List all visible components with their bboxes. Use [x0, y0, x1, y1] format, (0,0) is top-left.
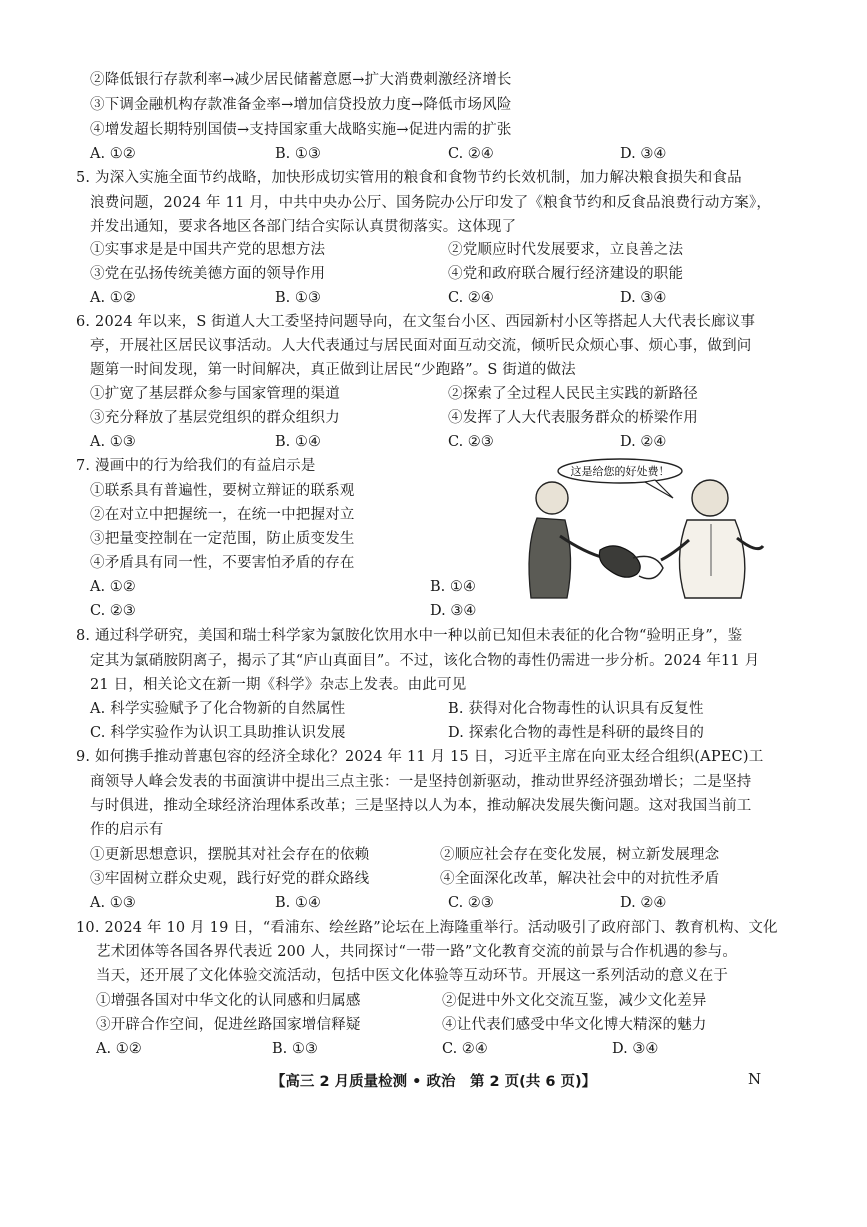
right-man-body: [679, 520, 744, 598]
paper-version-letter: N: [748, 1070, 762, 1088]
left-man-body: [529, 518, 571, 598]
q7-option-c: C. ②③: [90, 603, 136, 619]
q8-option-a: A. 科学实验赋予了化合物新的自然属性: [90, 701, 346, 717]
q8-option-d: D. 探索化合物的毒性是科研的最终目的: [448, 725, 705, 741]
q10-option-a: A. ①②: [96, 1041, 142, 1057]
left-man-head: [536, 482, 568, 514]
q9-item-1: ①更新思想意识，摆脱其对社会存在的依赖: [90, 847, 370, 863]
q9-stem-line-3: 与时俱进，推动全球经济治理体系改革；三是坚持以人为本，推动解决发展失衡问题。这对我国当前工: [90, 798, 752, 814]
q10-stem-line-2: 艺术团体等各国各界代表近 200 人，共同探讨“一带一路”文化教育交流的前景与合作机遇的参与。: [96, 944, 738, 960]
q6-stem-line-3: 题第一时间发现，第一时间解决，真正做到让居民“少跑路”。S 街道的做法: [90, 362, 576, 378]
q5-stem-line-2: 浪费问题，2024 年 11 月，中共中央办公厅、国务院办公厅印发了《粮食节约和反食品浪费行动方案》，: [90, 195, 772, 211]
q4-option-c: C. ②④: [448, 146, 494, 162]
q6-item-3: ③充分释放了基层党组织的群众组织力: [90, 410, 340, 426]
q5-option-d: D. ③④: [620, 290, 667, 306]
q10-item-1: ①增强各国对中华文化的认同感和归属感: [96, 993, 361, 1009]
q5-option-a: A. ①②: [90, 290, 136, 306]
q4-item-2: ②降低银行存款利率→减少居民储蓄意愿→扩大消费刺激经济增长: [90, 72, 512, 88]
q9-item-2: ②顺应社会存在变化发展，树立新发展理念: [440, 847, 720, 863]
q4-option-a: A. ①②: [90, 146, 136, 162]
page-footer: 【高三 2 月质量检测 • 政治 第 2 页(共 6 页)】: [270, 1074, 597, 1090]
q4-option-b: B. ①③: [275, 146, 321, 162]
q9-item-3: ③牢固树立群众史观，践行好党的群众路线: [90, 871, 370, 887]
q4-item-3: ③下调金融机构存款准备金率→增加信贷投放力度→降低市场风险: [90, 97, 512, 113]
q7-option-b: B. ①④: [430, 579, 476, 595]
q8-stem-line-2: 定其为氯硝胺阴离子，揭示了其“庐山真面目”。不过，该化合物的毒性仍需进一步分析。2024 年11 月: [90, 653, 760, 669]
q8-stem-line-3: 21 日，相关论文在新一期《科学》杂志上发表。由此可见: [90, 677, 467, 693]
q10-option-c: C. ②④: [442, 1041, 488, 1057]
q9-stem-line-4: 作的启示有: [90, 822, 164, 838]
q9-stem-line-2: 商领导人峰会发表的书面演讲中提出三点主张：一是坚持创新驱动，推动世界经济强劲增长；二是坚持: [90, 774, 752, 790]
q5-stem-line-3: 并发出通知，要求各地区各部门结合实际认真贯彻落实。这体现了: [90, 219, 517, 235]
q10-stem-line-1: 10. 2024 年 10 月 19 日，“看浦东、绘丝路”论坛在上海隆重举行。活动吸引了政府部门、教育机构、文化: [76, 920, 778, 936]
gift-object: [599, 546, 640, 577]
q5-option-c: C. ②④: [448, 290, 494, 306]
q7-item-3: ③把量变控制在一定范围，防止质变发生: [90, 531, 355, 547]
q10-item-3: ③开辟合作空间，促进丝路国家增信释疑: [96, 1017, 361, 1033]
q6-option-c: C. ②③: [448, 434, 494, 450]
q5-option-b: B. ①③: [275, 290, 321, 306]
q9-option-b: B. ①④: [275, 895, 321, 911]
q4-option-d: D. ③④: [620, 146, 667, 162]
q6-stem-line-2: 亭，开展社区居民议事活动。人大代表通过与居民面对面互动交流，倾听民众烦心事、烦心事，做到问: [90, 338, 752, 354]
q8-option-c: C. 科学实验作为认识工具助推认识发展: [90, 725, 346, 741]
q6-stem-line-1: 6. 2024 年以来，S 街道人大工委坚持问题导向，在文玺台小区、西园新村小区等搭起人大代表长廊议事: [76, 314, 756, 330]
q9-option-d: D. ②④: [620, 895, 667, 911]
q9-stem-line-1: 9. 如何携手推动普惠包容的经济全球化？2024 年 11 月 15 日，习近平主席在向亚太经合组织(APEC)工: [76, 749, 764, 765]
q6-option-a: A. ①③: [90, 434, 136, 450]
q9-option-a: A. ①③: [90, 895, 136, 911]
q5-item-1: ①实事求是是中国共产党的思想方法: [90, 242, 326, 258]
q4-item-4: ④增发超长期特别国债→支持国家重大战略实施→促进内需的扩张: [90, 122, 512, 138]
speech-bubble-text: 这是给您的好处费！: [570, 465, 670, 478]
q8-stem-line-1: 8. 通过科学研究，美国和瑞士科学家为氯胺化饮用水中一种以前已知但未表征的化合物“验明正身”，鉴: [76, 628, 743, 644]
q6-option-d: D. ②④: [620, 434, 667, 450]
q10-item-4: ④让代表们感受中华文化博大精深的魅力: [442, 1017, 707, 1033]
q5-item-4: ④党和政府联合履行经济建设的职能: [448, 266, 684, 282]
q6-item-2: ②探索了全过程人民民主实践的新路径: [448, 386, 698, 402]
q10-item-2: ②促进中外文化交流互鉴，减少文化差异: [442, 993, 707, 1009]
q5-stem-line-1: 5. 为深入实施全面节约战略，加快形成切实管用的粮食和食物节约长效机制，加力解决粮食损失和食品: [76, 170, 742, 186]
q7-stem-line-1: 7. 漫画中的行为给我们的有益启示是: [76, 458, 316, 474]
q10-option-d: D. ③④: [612, 1041, 659, 1057]
q7-item-4: ④矛盾具有同一性，不要害怕矛盾的存在: [90, 555, 355, 571]
q7-option-a: A. ①②: [90, 579, 136, 595]
q5-item-2: ②党顺应时代发展要求，立良善之法: [448, 242, 684, 258]
cartoon-illustration: [505, 458, 767, 608]
q10-stem-line-3: 当天，还开展了文化体验交流活动，包括中医文化体验等互动环节。开展这一系列活动的意义在于: [96, 968, 729, 984]
q6-item-1: ①扩宽了基层群众参与国家管理的渠道: [90, 386, 340, 402]
q8-option-b: B. 获得对化合物毒性的认识具有反复性: [448, 701, 704, 717]
right-man-head: [692, 480, 728, 516]
q7-item-1: ①联系具有普遍性，要树立辩证的联系观: [90, 483, 355, 499]
q6-item-4: ④发挥了人大代表服务群众的桥梁作用: [448, 410, 698, 426]
q7-option-d: D. ③④: [430, 603, 477, 619]
q9-item-4: ④全面深化改革，解决社会中的对抗性矛盾: [440, 871, 720, 887]
q6-option-b: B. ①④: [275, 434, 321, 450]
q7-item-2: ②在对立中把握统一，在统一中把握对立: [90, 507, 355, 523]
q5-item-3: ③党在弘扬传统美德方面的领导作用: [90, 266, 326, 282]
q9-option-c: C. ②③: [448, 895, 494, 911]
q10-option-b: B. ①③: [272, 1041, 318, 1057]
